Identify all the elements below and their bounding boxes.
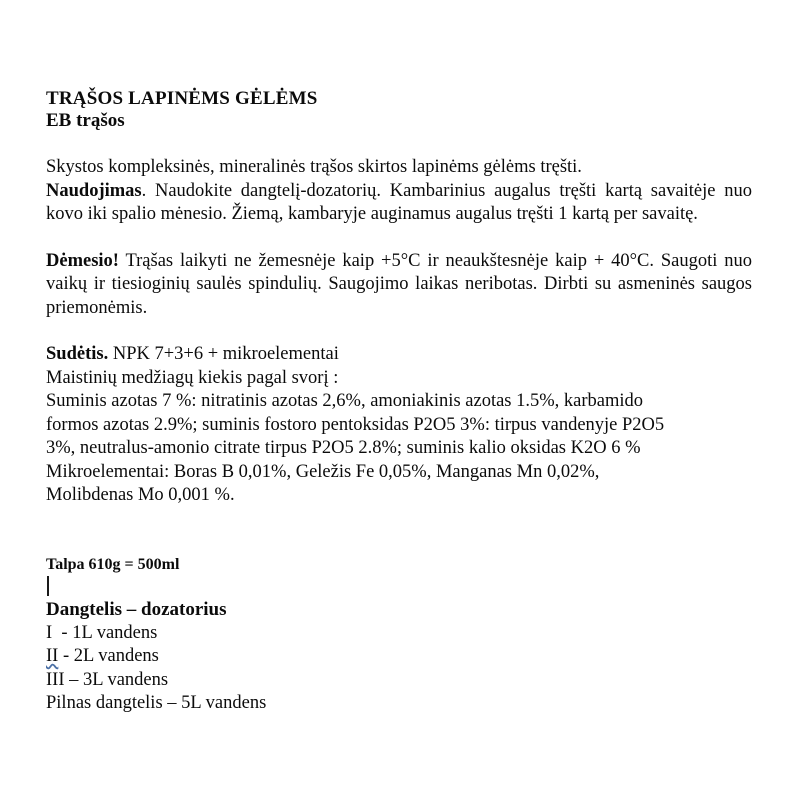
dosage-text: - 1L vandens [61,622,158,643]
composition-block [46,343,752,508]
nutrient-line: Molibdenas Mo 0,001 %. [46,485,235,505]
dosage-text: - 2L vandens [58,646,159,666]
document-body [46,88,752,716]
spacer [46,132,752,156]
dosage-mark: Pilnas dangtelis [46,693,163,713]
usage-label: Naudojimas [46,180,142,201]
usage-paragraph [46,180,752,227]
composition-npk-line [46,343,752,367]
intro-paragraph: Skystos kompleksinės, mineralinės trąšos skirtos lapinėms gėlėms tręšti. [46,157,582,177]
dosage-item [46,645,752,669]
nutrient-line: 3%, neutralus-amonio citrate tirpus P2O5 2.8%; suminis kalio oksidas K2O 6 % [46,438,641,458]
composition-label: Sudėtis. [46,344,109,364]
spacer [46,227,752,250]
nutrients-header: Maistinių medžiagų kiekis pagal svorį : [46,367,339,388]
dosage-item [46,669,752,693]
empty-line-with-caret [46,575,752,598]
dosage-text: – 3L vandens [64,669,169,690]
warning-paragraph [46,250,752,321]
usage-text: . Naudokite dangtelį-dozatorių. Kambarinius augalus tręšti kartą savaitėje nuo kovo iki spalio mėnesio. Žiemą, kambaryje auginamus augalus tręšti 1 kartą per savaitę. [46,180,752,224]
spacer [46,320,752,343]
dosage-item [46,692,752,716]
warning-text: Trąšas laikyti ne žemesnėje kaip +5°C ir neaukštesnėje kaip + 40°C. Saugoti nuo vaikų ir tiesioginių saulės spindulių. Saugojimo laikas neribotas. Dirbti su asmeninės saugos priemonėmis. [46,250,752,318]
document-subtitle: EB trąšos [46,110,125,131]
capacity-line: Talpa 610g = 500ml [46,555,180,573]
dosage-mark: I [46,622,62,643]
dosage-mark-misspelled: II [46,646,59,666]
warning-label: Dėmesio! [46,250,119,271]
text-caret [47,576,49,596]
nutrient-line: Mikroelementai: Boras B 0,01%, Geležis Fe 0,05%, Manganas Mn 0,02%, [46,461,600,482]
dosage-text: – 5L vandens [162,693,267,713]
nutrient-line: Suminis azotas 7 %: nitratinis azotas 2,6%, amoniakinis azotas 1.5%, karbamido [46,391,644,411]
dosage-heading: Dangtelis – dozatorius [46,598,227,620]
dosage-mark: III [46,669,65,690]
nutrient-line: formos azotas 2.9%; suminis fostoro pentoksidas P2O5 3%: tirpus vandenyje P2O5 [46,414,665,435]
composition-npk: NPK 7+3+6 + mikroelementai [108,344,339,364]
dosage-item [46,622,752,646]
spacer [46,508,752,554]
document-title: TRĄŠOS LAPINĖMS GĖLĖMS [46,88,318,109]
